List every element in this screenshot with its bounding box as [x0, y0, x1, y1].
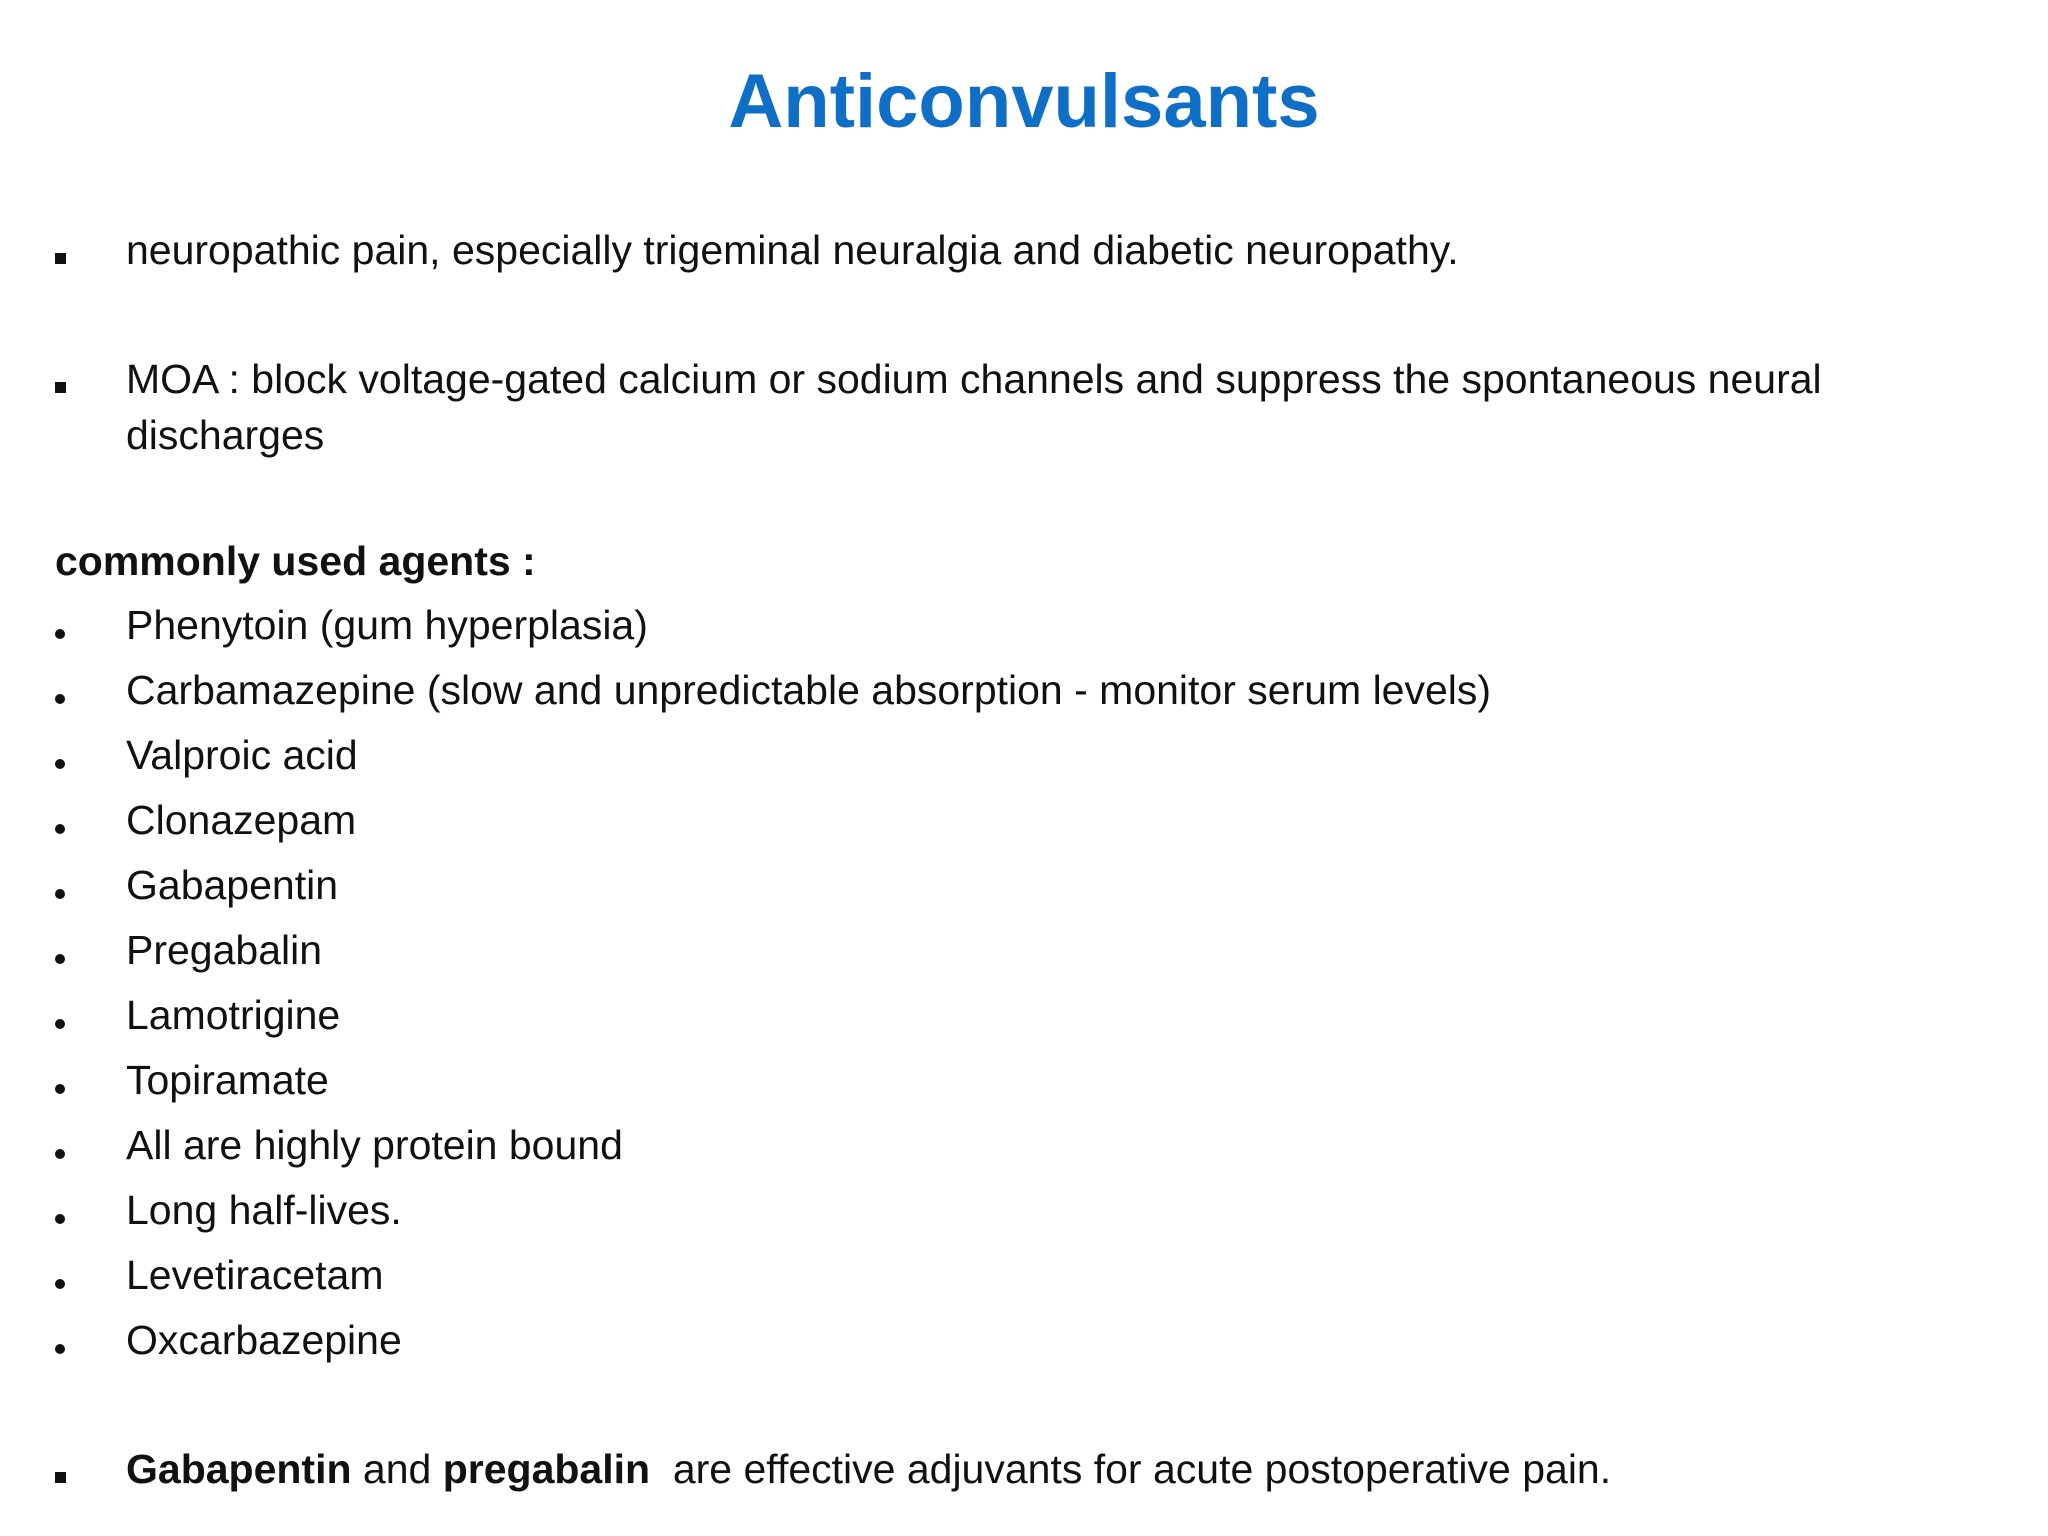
agent-text: Topiramate [126, 1057, 329, 1103]
square-bullet-icon [55, 1441, 125, 1497]
agent-text: Phenytoin (gum hyperplasia) [126, 602, 648, 648]
bold-pregabalin: pregabalin [442, 1446, 651, 1492]
dot-bullet-icon [55, 1247, 125, 1303]
dot-bullet-icon [55, 1312, 125, 1368]
slide-title: Anticonvulsants [728, 59, 1320, 144]
agent-text: Oxcarbazepine [126, 1317, 402, 1363]
agent-text: Valproic acid [126, 732, 358, 778]
dot-bullet-icon [55, 1117, 125, 1173]
bold-gabapentin: Gabapentin [126, 1446, 352, 1492]
dot-bullet-icon [55, 1052, 125, 1108]
agent-text: Levetiracetam [126, 1252, 384, 1298]
agent-text: Lamotrigine [126, 992, 341, 1038]
dot-bullet-icon [55, 727, 125, 783]
dot-bullet-icon [55, 597, 125, 653]
dot-bullet-icon [55, 1182, 125, 1238]
bullet-rest: are effective adjuvants for acute postoperative pain. [650, 1446, 1612, 1492]
dot-bullet-icon [55, 662, 125, 718]
agent-text: Pregabalin [126, 927, 323, 973]
bullet-text-line1: MOA : block voltage-gated calcium or sodium channels and suppress the spontaneous neural [126, 356, 1822, 402]
dot-bullet-icon [55, 857, 125, 913]
dot-bullet-icon [55, 792, 125, 848]
agent-text: Long half-lives. [126, 1187, 402, 1233]
bullet-text: neuropathic pain, especially trigeminal neuralgia and diabetic neuropathy. [126, 227, 1459, 273]
square-bullet-icon [55, 222, 125, 278]
square-bullet-icon [55, 351, 125, 407]
agent-text: All are highly protein bound [126, 1122, 623, 1168]
bullet-text [126, 1441, 1926, 1497]
agent-text: Gabapentin [126, 862, 339, 908]
bullet-connector: and [351, 1446, 443, 1492]
agents-heading: commonly used agents : [55, 538, 536, 584]
dot-bullet-icon [55, 987, 125, 1043]
agent-text: Clonazepam [126, 797, 357, 843]
bullet-text-line2: discharges [126, 412, 325, 458]
agent-text: Carbamazepine (slow and unpredictable absorption - monitor serum levels) [126, 667, 1492, 713]
dot-bullet-icon [55, 922, 125, 978]
